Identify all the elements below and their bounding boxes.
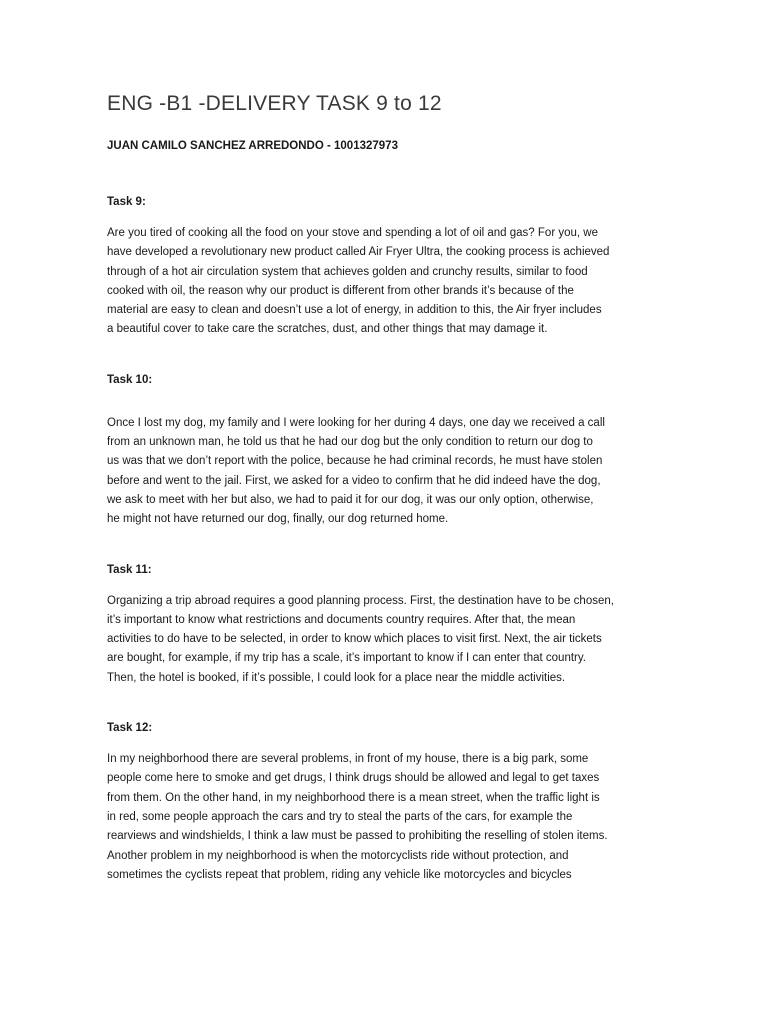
body-line: Are you tired of cooking all the food on your stove and spending a lot of oil and gas? For you, we	[107, 227, 598, 239]
body-line: in red, some people approach the cars and try to steal the parts of the cars, for example the	[107, 810, 573, 823]
body-line: rearviews and windshields, I think a law must be passed to prohibiting the reselling of stolen items.	[107, 830, 608, 843]
body-line: Another problem in my neighborhood is when the motorcyclists ride without protection, and	[107, 849, 569, 862]
body-line: before and went to the jail. First, we asked for a video to confirm that he did indeed have the dog,	[107, 474, 601, 487]
task-9-section	[107, 196, 657, 340]
task-body	[107, 414, 657, 530]
task-heading: Task 11:	[107, 563, 152, 576]
body-line: from an unknown man, he told us that he had our dog but the only condition to return our dog to	[107, 436, 593, 449]
body-line: from them. On the other hand, in my neighborhood there is a mean street, when the traffic light is	[107, 791, 600, 804]
body-line: material are easy to clean and doesn’t use a lot of energy, in addition to this, the Air fryer includes	[107, 304, 602, 317]
task-body	[107, 592, 657, 688]
body-line: through of a hot air circulation system that achieves golden and crunchy results, similar to food	[107, 265, 588, 278]
body-line: sometimes the cyclists repeat that problem, riding any vehicle like motorcycles and bicycles	[107, 868, 572, 881]
task-heading: Task 10:	[107, 373, 153, 386]
body-line: Once I lost my dog, my family and I were looking for her during 4 days, one day we received a call	[107, 416, 605, 429]
body-line: have developed a revolutionary new product called Air Fryer Ultra, the cooking process is achieved	[107, 246, 610, 259]
author-line: JUAN CAMILO SANCHEZ ARREDONDO - 1001327973	[107, 140, 398, 152]
body-line: people come here to smoke and get drugs, I think drugs should be allowed and legal to get taxes	[107, 772, 600, 785]
body-line: a beautiful cover to take care the scratches, dust, and other things that may damage it.	[107, 323, 548, 336]
body-line: are bought, for example, if my trip has a scale, it’s important to know if I can enter that country.	[107, 652, 586, 665]
task-body	[107, 750, 657, 885]
body-line: us was that we don’t report with the police, because he had criminal records, he must have stolen	[107, 455, 603, 468]
task-heading: Task 12:	[107, 722, 153, 735]
task-12-section	[107, 722, 657, 885]
body-line: Organizing a trip abroad requires a good planning process. First, the destination have to be chosen,	[107, 594, 614, 607]
body-line: it’s important to know what restrictions and documents country requires. After that, the mean	[107, 613, 576, 626]
document-title: ENG -B1 -DELIVERY TASK 9 to 12	[107, 92, 442, 115]
body-line: In my neighborhood there are several problems, in front of my house, there is a big park, some	[107, 753, 589, 766]
task-body	[107, 224, 657, 340]
body-line: cooked with oil, the reason why our product is different from other brands it’s because of the	[107, 284, 574, 297]
body-line: we ask to meet with her but also, we had to paid it for our dog, it was our only option, otherwise,	[107, 493, 594, 506]
task-11-section	[107, 564, 657, 688]
document-page	[107, 92, 657, 885]
task-heading: Task 9:	[107, 196, 146, 208]
task-10-section	[107, 374, 657, 530]
body-line: activities to do have to be selected, in order to know which places to visit first. Next, the air tickets	[107, 633, 602, 646]
body-line: he might not have returned our dog, finally, our dog returned home.	[107, 513, 449, 526]
body-line: Then, the hotel is booked, if it’s possible, I could look for a place near the middle activities.	[107, 671, 566, 684]
